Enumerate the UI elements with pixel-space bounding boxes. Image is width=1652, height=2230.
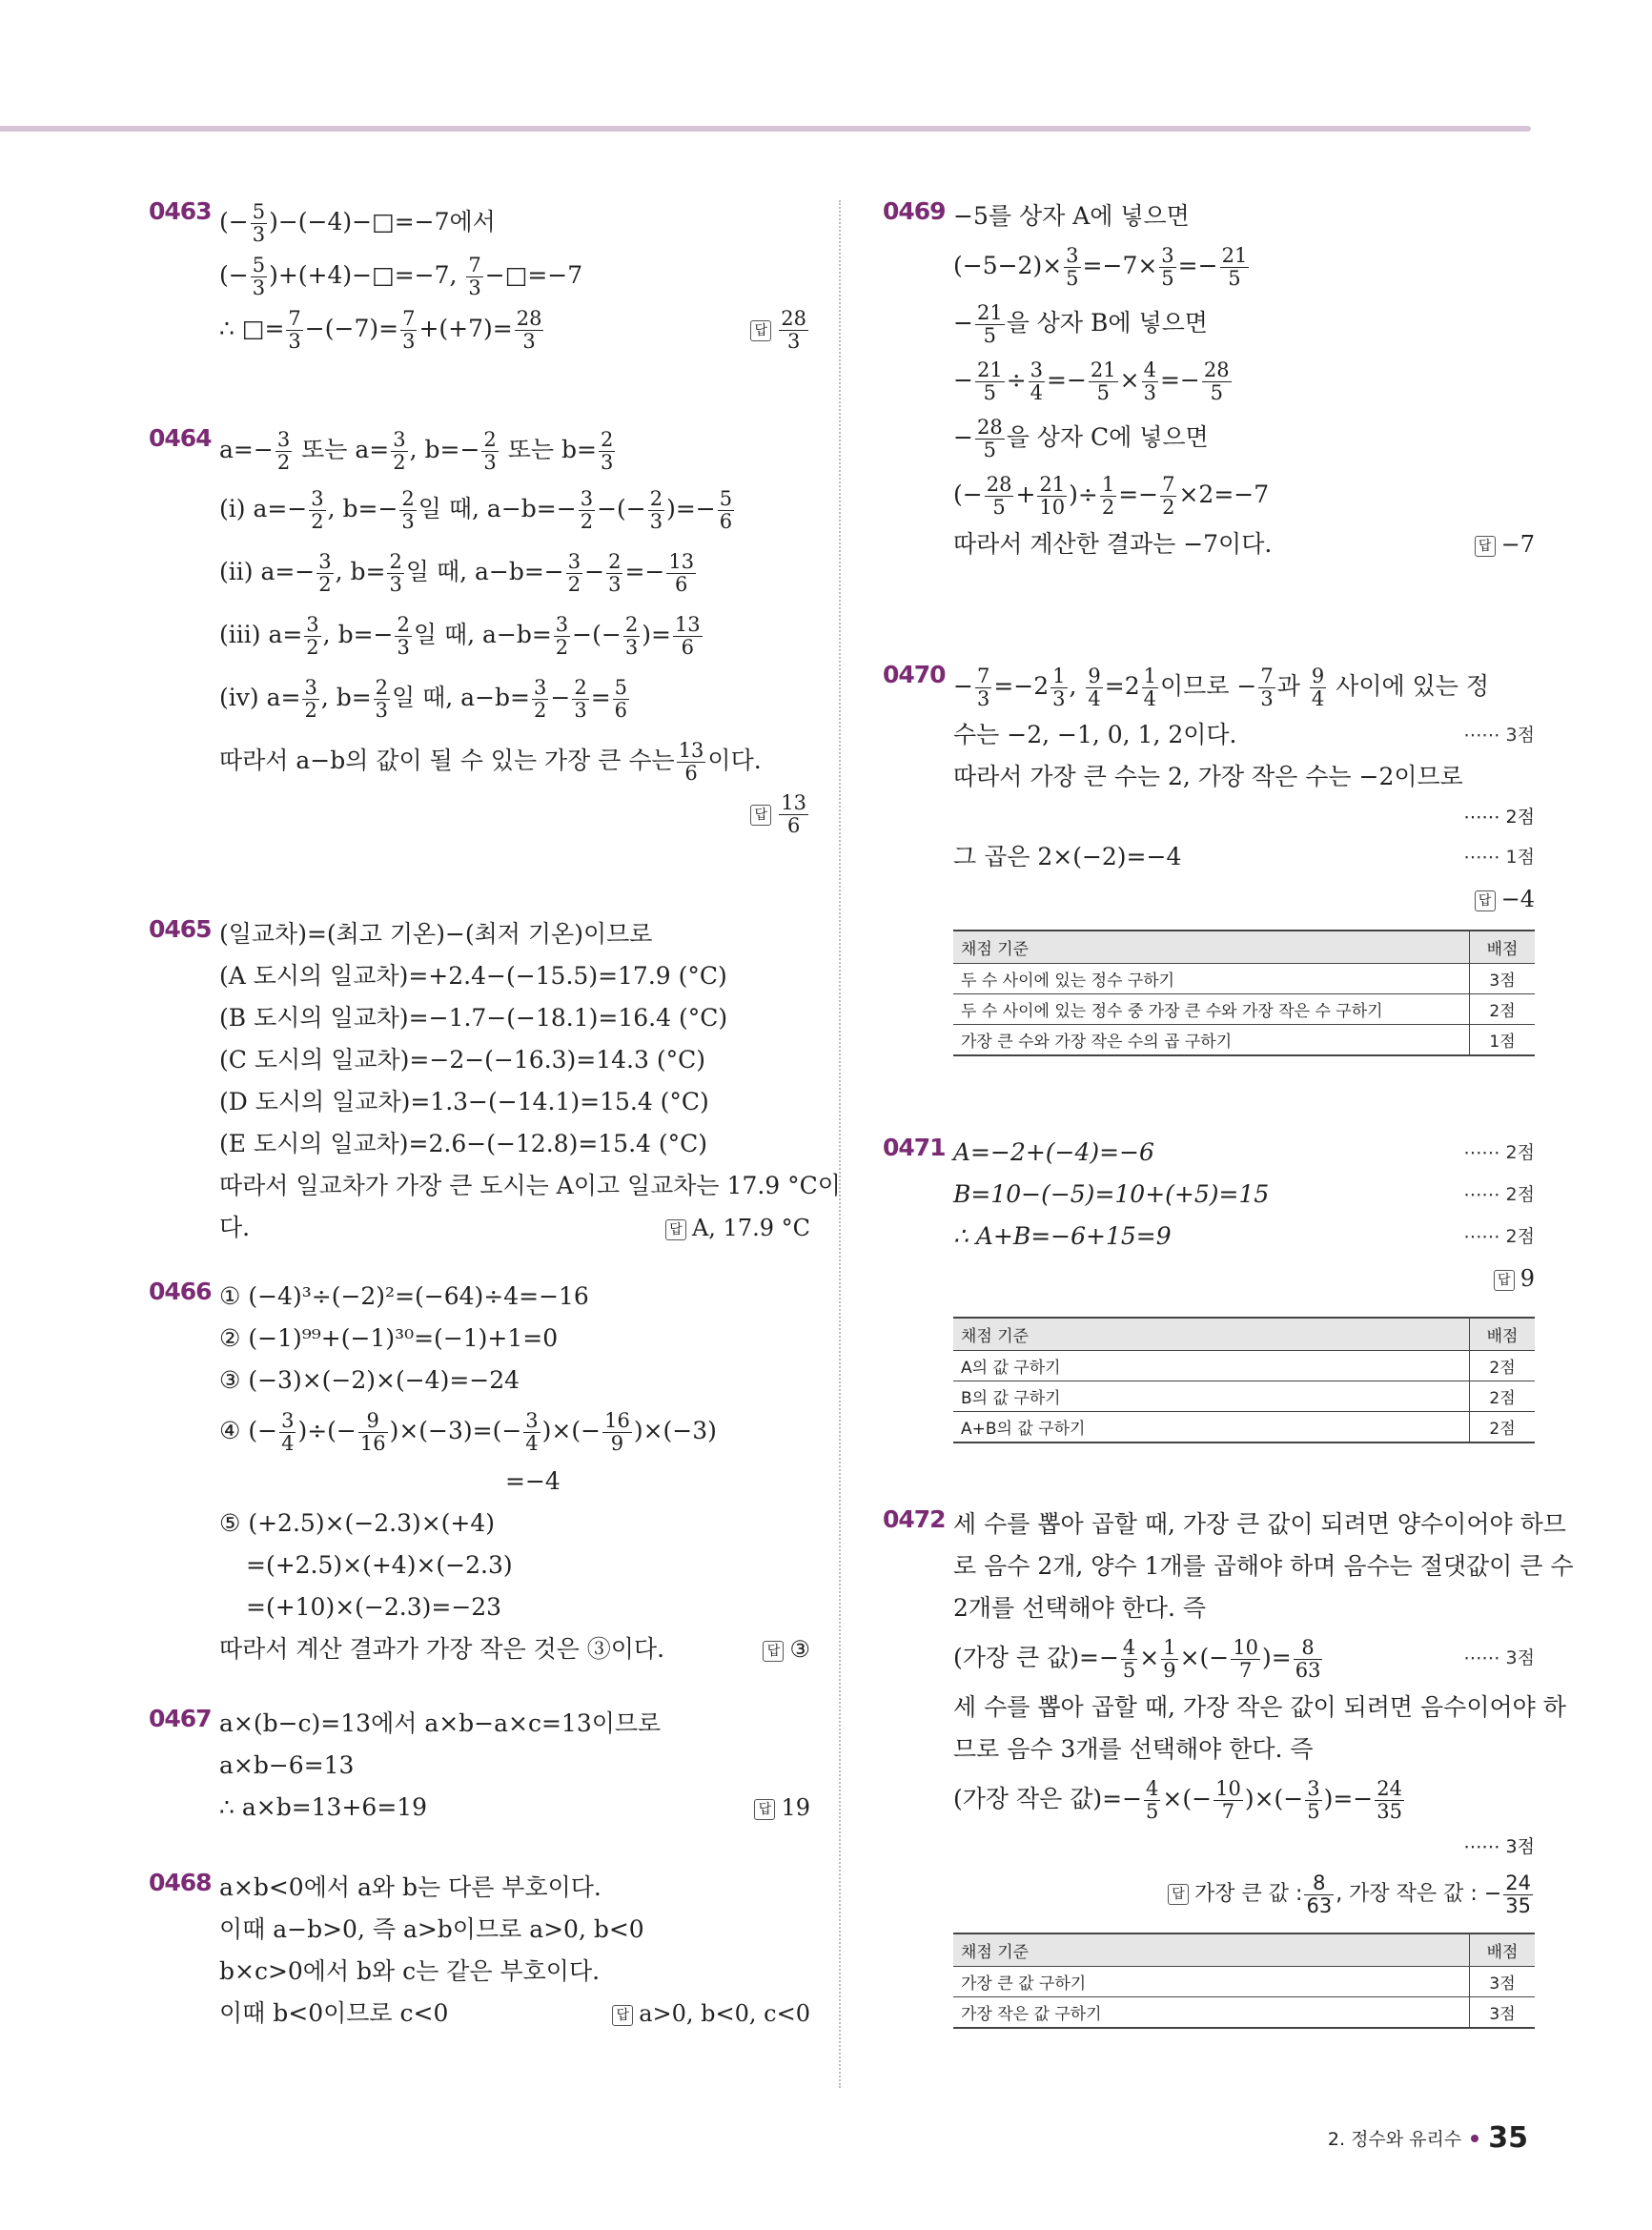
answer: 답 $\frac{28}{3}$	[750, 302, 810, 356]
problem-0472: 0472 세 수를 뽑아 곱할 때, 가장 큰 값이 되려면 양수이어야 하므 로 음수 2개, 양수 1개를 곱해야 하며 음수는 절댓값이 큰 수 2개를 선택해야 한다. 즉 (가장 큰 값)=− $\frac{4}{5}$ × $\frac{1}{9}$ ×(− $\frac{10}{7}$ )= $\frac{8}{63}$ ⋯⋯ 3점 세 수를 뽑아 곱할 때, 가장 작은 값이 되려면 음수이어야 하 므로 음수 3개를 선택해야 한다. 즉 (가장 작은 값)=− $\frac{4}{5}$ ×(− $\frac{10}{7}$ )×(− $\frac{3}{5}$ )=− $\frac{24}{35}$ ⋯⋯ 3점 답 가장 큰 값 : $\frac{8}{63}$ , 가장 작은 값 : − $\frac{24}{35}$ 채점 기준 배점 가장 큰 값 구하기 3점 가장 작은 값 구하기 3점	[877, 1504, 1535, 2029]
chapter-title: 2. 정수와 유리수	[1327, 2129, 1462, 2150]
answer-mark-icon: 답	[1475, 536, 1496, 557]
answer-mark-icon: 답	[750, 805, 771, 826]
bullet-icon	[1471, 2135, 1479, 2142]
problem-number: 0468	[149, 1869, 212, 1896]
answer: 답 a>0, b<0, c<0	[612, 1993, 810, 2035]
problem-0466: 0466 ① (−4)³÷(−2)²=(−64)÷4=−16 ② (−1)⁹⁹+(−1)³⁰=(−1)+1=0 ③ (−3)×(−2)×(−4)=−24 ④ (− $\frac{3}{4}$ )÷(− $\frac{9}{16}$ )×(−3)=(− $\frac{3}{4}$ )×(− $\frac{16}{9}$ )×(−3) =−4 ⑤ (+2.5)×(−2.3)×(+4) =(+2.5)×(+4)×(−2.3) =(+10)×(−2.3)=−23 따라서 계산 결과가 가장 작은 것은 ③이다. 답 ③	[143, 1276, 810, 1695]
answer: 답 ③	[763, 1628, 810, 1670]
scoring-table: 채점 기준 배점 두 수 사이에 있는 정수 구하기 3점 두 수 사이에 있는 정수 중 가장 큰 수와 가장 작은 수 구하기 2점 가장 큰 수와 가장 작은 수의 곱 구하기 1점	[953, 930, 1535, 1056]
table-row: 가장 큰 값 구하기 3점	[953, 1967, 1535, 1997]
table-row: A의 값 구하기 2점	[953, 1351, 1535, 1381]
answer-mark-icon: 답	[1475, 890, 1496, 911]
column-divider	[839, 200, 841, 2088]
problem-number: 0466	[149, 1278, 212, 1305]
answer-mark-icon: 답	[750, 320, 771, 341]
answer-mark-icon: 답	[1494, 1270, 1515, 1291]
answer: 답 9	[953, 1258, 1535, 1299]
answer: 답 −7	[1475, 523, 1535, 565]
answer: 답 19	[754, 1787, 810, 1829]
problem-number: 0467	[149, 1705, 212, 1732]
problem-0464: 0464 a=− $\frac{3}{2}$ 또는 a= $\frac{3}{2}$ , b=− $\frac{2}{3}$ 또는 b= $\frac{2}{3}$ (i) a=− $\frac{3}{2}$ , b=− $\frac{2}{3}$ 일 때, a−b=− $\frac{3}{2}$ −(− $\frac{2}{3}$ )=− $\frac{5}{6}$ (ii) a=− $\frac{3}{2}$ , b= $\frac{2}{3}$ 일 때, a−b=− $\frac{3}{2}$ − $\frac{2}{3}$ =− $\frac{13}{6}$ (iii) a= $\frac{3}{2}$ , b=− $\frac{2}{3}$ 일 때, a−b= $\frac{3}{2}$ −(− $\frac{2}{3}$ )= $\frac{13}{6}$ (iv) a= $\frac{3}{2}$ , b= $\frac{2}{3}$ 일 때, a−b= $\frac{3}{2}$ − $\frac{2}{3}$ = $\frac{5}{6}$ 따라서 a−b의 값이 될 수 있는 가장 큰 수는 $\frac{13}{6}$ 이다. 답 $\frac{13}{6}$	[143, 422, 810, 870]
problem-0468: 0468 a×b<0에서 a와 b는 다른 부호이다. 이때 a−b>0, 즉 a>b이므로 a>0, b<0 b×c>0에서 b와 c는 같은 부호이다. 이때 b<0이므로 c<0 답 a>0, b<0, c<0	[143, 1867, 810, 2035]
scoring-table: 채점 기준 배점 가장 큰 값 구하기 3점 가장 작은 값 구하기 3점	[953, 1933, 1535, 2029]
answer-mark-icon: 답	[665, 1219, 686, 1240]
answer: 답 $\frac{13}{6}$	[219, 792, 810, 837]
problem-0467: 0467 a×(b−c)=13에서 a×b−a×c=13이므로 a×b−6=13 ∴ a×b=13+6=19 답 19	[143, 1703, 810, 1855]
problem-number: 0470	[883, 661, 946, 688]
table-row: 두 수 사이에 있는 정수 중 가장 큰 수와 가장 작은 수 구하기 2점	[953, 994, 1535, 1025]
problem-0463: 0463 (− $\frac{5}{3}$ )−(−4)−□=−7에서 (− $\frac{5}{3}$ )+(+4)−□=−7, $\frac{7}{3}$ −□=−7 ∴ □= $\frac{7}{3}$ −(−7)= $\frac{7}{3}$ +(+7)= $\frac{28}{3}$ 답 $\frac{28}{3}$	[143, 195, 810, 405]
problem-number: 0463	[149, 197, 212, 225]
table-row: 두 수 사이에 있는 정수 구하기 3점	[953, 964, 1535, 994]
problem-0471: 0471 A=−2+(−4)=−6 ⋯⋯ 2점 B=10−(−5)=10+(+5)=15 ⋯⋯ 2점 ∴ A+B=−6+15=9 ⋯⋯ 2점 답 9 채점 기준 배점 A의 값 구하기 2점 B의 값 구하기 2점 A+B의 값 구하기 2점	[877, 1132, 1535, 1475]
table-row: B의 값 구하기 2점	[953, 1381, 1535, 1412]
scoring-table: 채점 기준 배점 A의 값 구하기 2점 B의 값 구하기 2점 A+B의 값 구하기 2점	[953, 1317, 1535, 1443]
problem-number: 0471	[883, 1134, 946, 1161]
answer-mark-icon: 답	[763, 1641, 784, 1662]
problem-0469: 0469 −5를 상자 A에 넣으면 (−5−2)× $\frac{3}{5}$ =−7× $\frac{3}{5}$ =− $\frac{21}{5}$ − $\frac{21}{5}$ 을 상자 B에 넣으면 − $\frac{21}{5}$ ÷ $\frac{3}{4}$ =− $\frac{21}{5}$ × $\frac{4}{3}$ =− $\frac{28}{5}$ − $\frac{28}{5}$ 을 상자 C에 넣으면 (− $\frac{28}{5}$ + $\frac{21}{10}$ )÷ $\frac{1}{2}$ =− $\frac{7}{2}$ ×2=−7 따라서 계산한 결과는 −7이다. 답 −7	[877, 195, 1535, 624]
table-row: 가장 큰 수와 가장 작은 수의 곱 구하기 1점	[953, 1025, 1535, 1056]
problem-number: 0469	[883, 197, 946, 225]
answer: 답 A, 17.9 °C	[665, 1207, 810, 1249]
page-number: 35	[1488, 2121, 1528, 2155]
problem-number: 0472	[883, 1505, 946, 1533]
page-footer	[1328, 2121, 1528, 2155]
right-column	[877, 195, 1574, 2029]
header-bar	[0, 126, 1531, 132]
answer-mark-icon: 답	[1168, 1884, 1189, 1905]
problem-number: 0465	[149, 915, 212, 943]
answer-mark-icon: 답	[754, 1799, 775, 1820]
answer: 답 가장 큰 값 : $\frac{8}{63}$ , 가장 작은 값 : − $\frac{24}{35}$	[953, 1866, 1535, 1923]
table-row: 가장 작은 값 구하기 3점	[953, 1997, 1535, 2029]
problem-0470: 0470 − $\frac{7}{3}$ =−2 $\frac{1}{3}$ , $\frac{9}{4}$ =2 $\frac{1}{4}$ 이므로 − $\frac{7}{3}$ 과 $\frac{9}{4}$ 사이에 있는 정 수는 −2, −1, 0, 1, 2이다. ⋯⋯ 3점 따라서 가장 큰 수는 2, 가장 작은 수는 −2이므로 ⋯⋯ 2점 그 곱은 2×(−2)=−4 ⋯⋯ 1점 답 −4 채점 기준 배점 두 수 사이에 있는 정수 구하기 3점 두 수 사이에 있는 정수 중 가장 큰 수와 가장 작은 수 구하기 2점 가장 큰 수와 가장 작은 수의 곱 구하기 1점	[877, 659, 1535, 1078]
answer-mark-icon: 답	[612, 2005, 633, 2026]
left-column	[143, 195, 841, 2035]
problem-0465: 0465 (일교차)=(최고 기온)−(최저 기온)이므로 (A 도시의 일교차)=+2.4−(−15.5)=17.9 (°C) (B 도시의 일교차)=−1.7−(−18.1)=16.4 (°C) (C 도시의 일교차)=−2−(−16.3)=14.3 (°C) (D 도시의 일교차)=1.3−(−14.1)=15.4 (°C) (E 도시의 일교차)=2.6−(−12.8)=15.4 (°C) 따라서 일교차가 가장 큰 도시는 A이고 일교차는 17.9 °C이 다. 답 A, 17.9 °C	[143, 913, 810, 1247]
table-row: A+B의 값 구하기 2점	[953, 1412, 1535, 1443]
problem-number: 0464	[149, 424, 212, 452]
answer: 답 −4	[953, 878, 1535, 920]
